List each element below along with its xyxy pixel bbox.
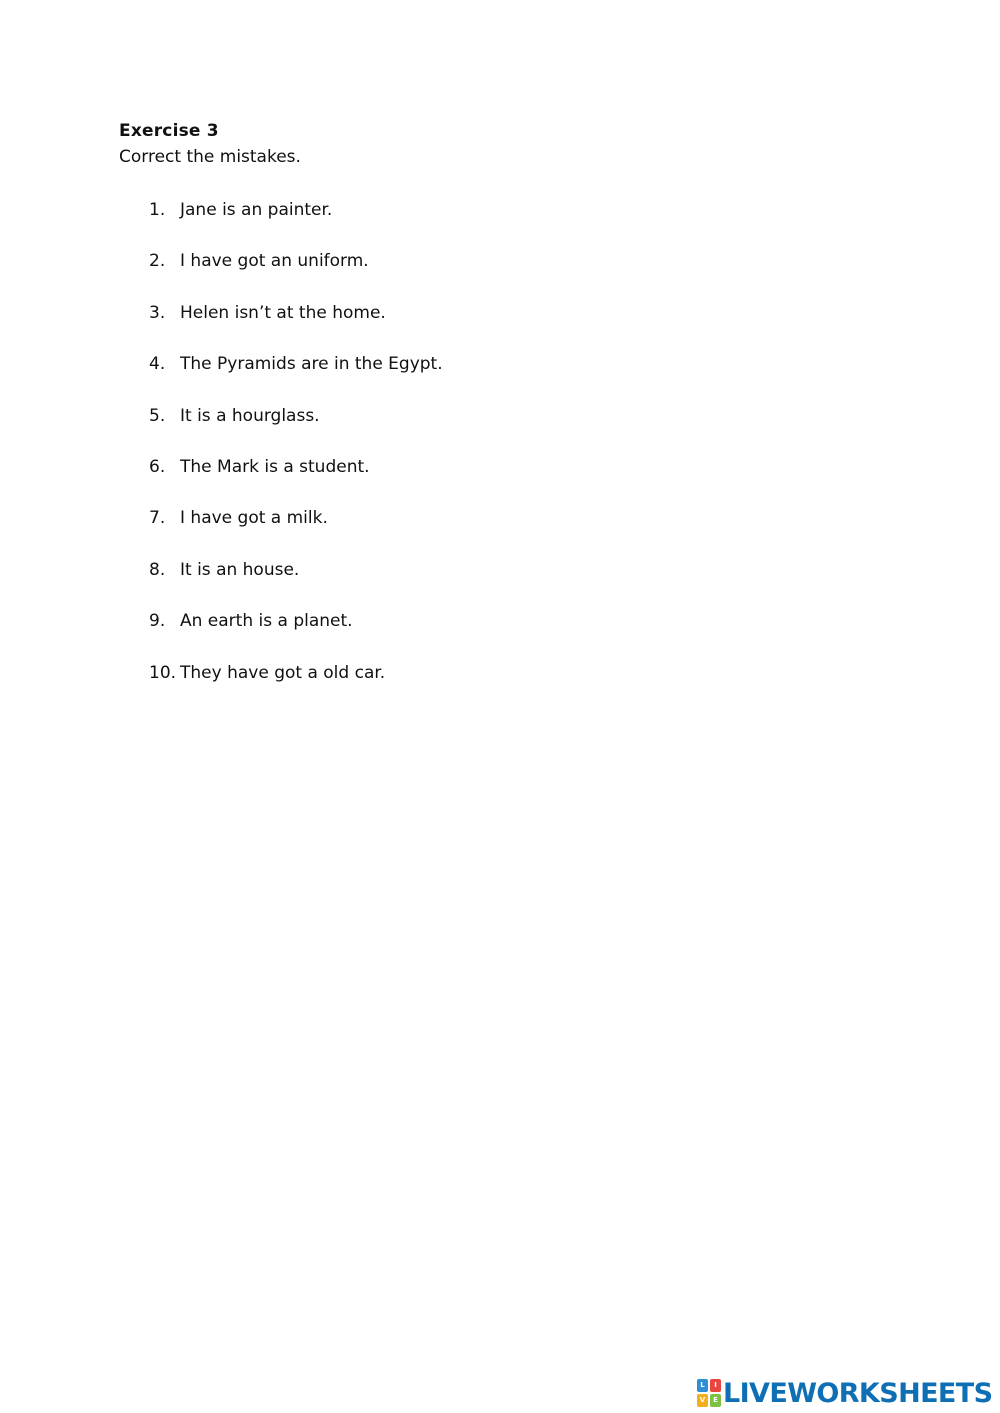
list-item — [149, 506, 443, 557]
item-number: 10. — [149, 662, 177, 683]
list-item — [149, 609, 443, 660]
list-item — [149, 198, 443, 249]
logo-mark-letter: L — [697, 1379, 708, 1392]
item-text: It is an house. — [180, 559, 300, 580]
item-number: 2. — [149, 251, 166, 272]
item-text: The Pyramids are in the Egypt. — [180, 354, 443, 375]
logo-mark-letter: I — [710, 1379, 721, 1392]
liveworksheets-logo — [697, 1377, 992, 1409]
list-item — [149, 404, 443, 455]
exercise-title: Exercise 3 — [119, 121, 219, 141]
list-item — [149, 352, 443, 403]
item-number: 3. — [149, 302, 166, 323]
item-text: The Mark is a student. — [180, 456, 370, 477]
item-text: An earth is a planet. — [180, 611, 353, 632]
item-number: 6. — [149, 456, 166, 477]
list-item — [149, 455, 443, 506]
exercise-instruction: Correct the mistakes. — [119, 147, 301, 167]
item-number: 5. — [149, 405, 166, 426]
logo-mark-letter: E — [710, 1394, 721, 1407]
item-text: I have got a milk. — [180, 508, 328, 529]
item-text: They have got a old car. — [180, 662, 386, 683]
item-text: I have got an uniform. — [180, 251, 369, 272]
list-item — [149, 249, 443, 300]
list-item — [149, 558, 443, 609]
list-item — [149, 661, 443, 712]
logo-mark-icon — [697, 1379, 721, 1407]
item-text: It is a hourglass. — [180, 405, 320, 426]
item-number: 1. — [149, 200, 166, 220]
list-item — [149, 301, 443, 352]
logo-mark-letter: V — [697, 1394, 708, 1407]
item-text: Jane is an painter. — [180, 200, 333, 220]
item-text: Helen isn’t at the home. — [180, 302, 386, 323]
item-number: 4. — [149, 354, 166, 375]
item-number: 9. — [149, 611, 166, 632]
exercise-list — [149, 198, 443, 712]
item-number: 8. — [149, 559, 166, 580]
logo-text: LIVEWORKSHEETS — [723, 1377, 993, 1409]
item-number: 7. — [149, 508, 166, 529]
